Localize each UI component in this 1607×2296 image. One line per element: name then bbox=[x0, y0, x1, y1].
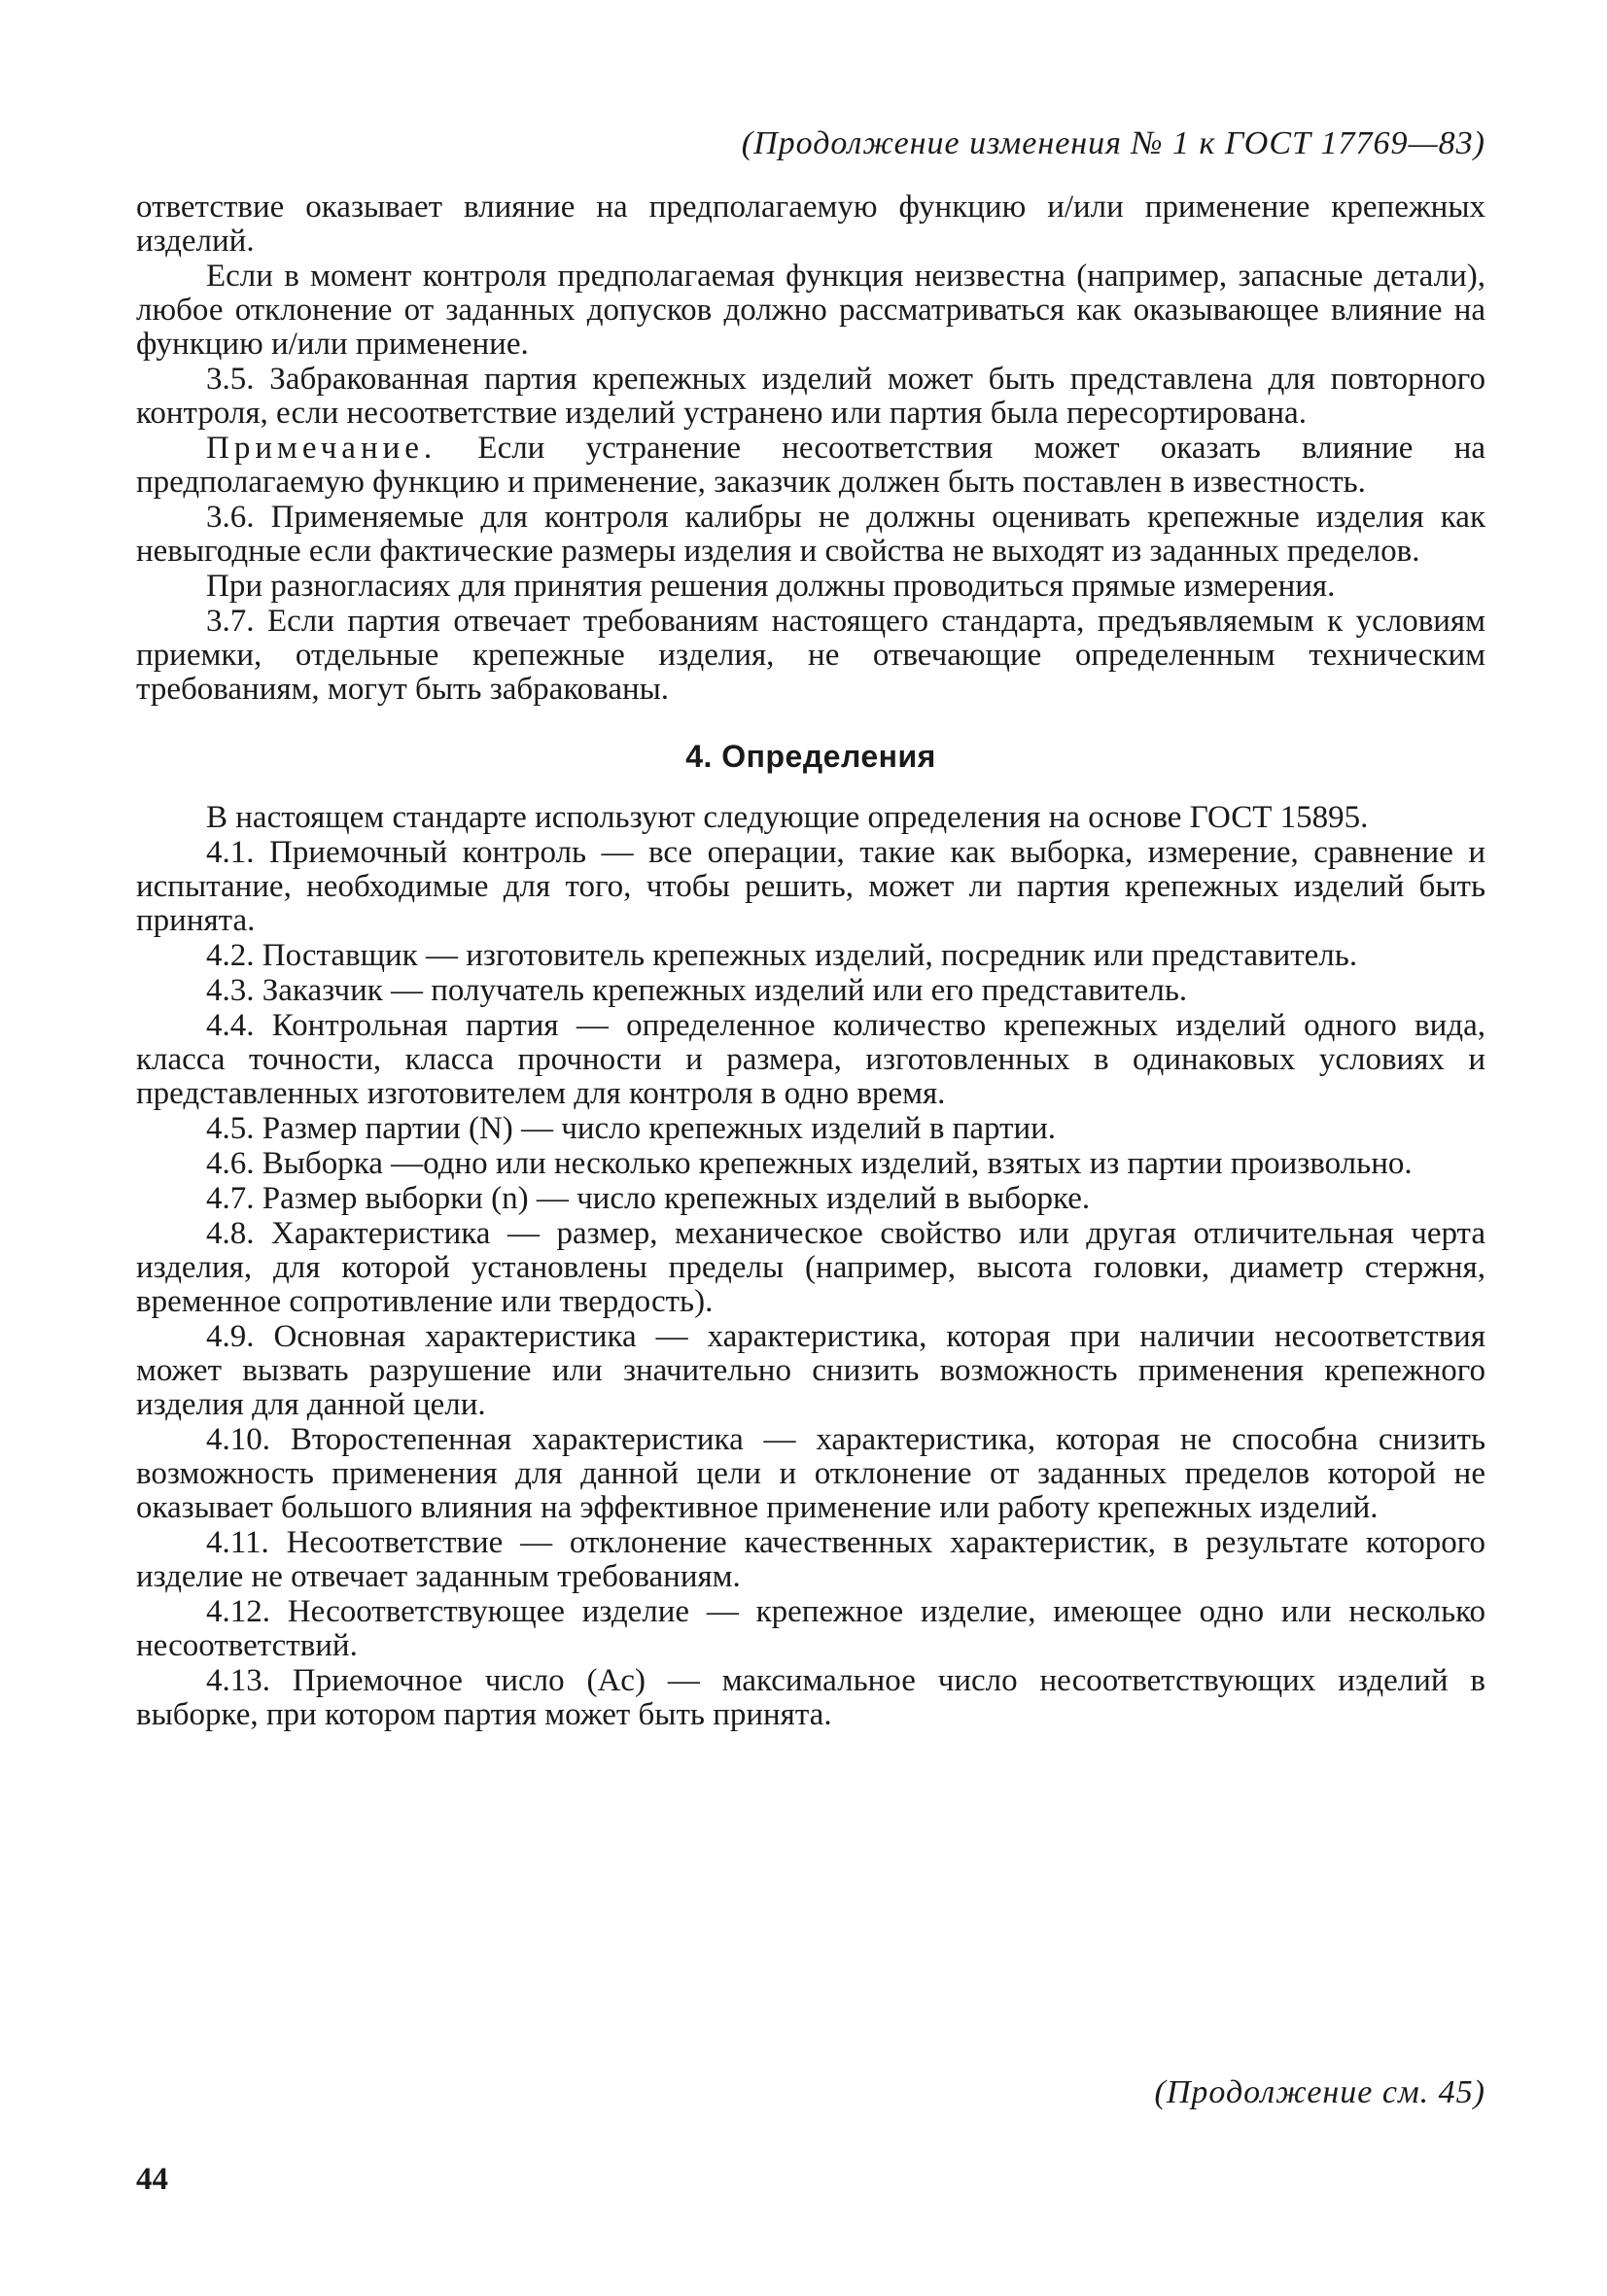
definition-item: 4.4. Контрольная партия — определенное количество крепежных изделий одного вида, класса точности, класса прочности и размера, изготовленных в одинаковых условиях и представленных изготовителем для контроля в одно время. bbox=[136, 1008, 1485, 1111]
definition-item: 4.10. Второстепенная характеристика — характеристика, которая не способна снизить возможность применения для данной цели и отклонение от заданных пределов которой не оказывает большого влияния на эффективное применение или работу крепежных изделий. bbox=[136, 1422, 1485, 1525]
paragraph: В настоящем стандарте используют следующие определения на основе ГОСТ 15895. bbox=[206, 800, 1369, 835]
paragraph: 3.7. Если партия отвечает требованиям настоящего стандарта, предъявляемым к условиям приемки, отдельные крепежные изделия, не отвечающие определенным техническим требованиям, могут быть забракованы. bbox=[136, 604, 1485, 707]
definition-item: 4.2. Поставщик — изготовитель крепежных изделий, посредник или представитель. bbox=[206, 938, 1358, 973]
running-header: (Продолжение изменения № 1 к ГОСТ 17769—83) bbox=[741, 125, 1485, 161]
note-text: Если устранение несоответствия может оказать влияние на предполагаемую функцию и применение, заказчик должен быть поставлен в известность. bbox=[136, 431, 1485, 500]
definition-item: 4.6. Выборка —одно или несколько крепежных изделий, взятых из партии произвольно. bbox=[206, 1146, 1413, 1181]
note-paragraph bbox=[136, 432, 1485, 500]
paragraph: 3.5. Забракованная партия крепежных изделий может быть представлена для повторного контроля, если несоответствие изделий устранено или партия была пересортирована. bbox=[136, 362, 1485, 431]
paragraph: Если в момент контроля предполагаемая функция неизвестна (например, запасные детали), любое отклонение от заданных допусков должно рассматриваться как оказывающее влияние на функцию и/или применение. bbox=[136, 259, 1485, 362]
continuation-note: (Продолжение см. 45) bbox=[1154, 2074, 1485, 2110]
definition-item: 4.8. Характеристика — размер, механическое свойство или другая отличительная черта изделия, для которой установлены пределы (например, высота головки, диаметр стержня, временное сопротивление или твердость). bbox=[136, 1216, 1485, 1319]
definition-item: 4.5. Размер партии (N) — число крепежных изделий в партии. bbox=[206, 1111, 1057, 1146]
definition-item: 4.3. Заказчик — получатель крепежных изделий или его представитель. bbox=[206, 973, 1188, 1008]
definition-item: 4.7. Размер выборки (n) — число крепежных изделий в выборке. bbox=[206, 1181, 1091, 1216]
note-label: Примечание. bbox=[206, 431, 437, 466]
definition-item: 4.1. Приемочный контроль — все операции, такие как выборка, измерение, сравнение и испытание, необходимые для того, чтобы решить, может ли партия крепежных изделий быть принята. bbox=[136, 835, 1485, 938]
paragraph: ответствие оказывает влияние на предполагаемую функцию и/или применение крепежных изделий. bbox=[136, 190, 1485, 259]
section-title: 4. Определения bbox=[685, 739, 936, 774]
definition-item: 4.11. Несоответствие — отклонение качественных характеристик, в результате которого изделие не отвечает заданным требованиям. bbox=[136, 1525, 1485, 1594]
definition-item: 4.12. Несоответствующее изделие — крепежное изделие, имеющее одно или несколько несоответствий. bbox=[136, 1594, 1485, 1663]
page-number: 44 bbox=[136, 2162, 168, 2197]
body-text bbox=[136, 191, 1485, 1733]
paragraph: 3.6. Применяемые для контроля калибры не должны оценивать крепежные изделия как невыгодные если фактические размеры изделия и свойства не выходят из заданных пределов. bbox=[136, 500, 1485, 569]
definition-item: 4.13. Приемочное число (Ac) — максимальное число несоответствующих изделий в выборке, при котором партия может быть принята. bbox=[136, 1663, 1485, 1732]
definition-item: 4.9. Основная характеристика — характеристика, которая при наличии несоответствия может вызвать разрушение или значительно снизить возможность применения крепежного изделия для данной цели. bbox=[136, 1319, 1485, 1422]
paragraph: При разногласиях для принятия решения должны проводиться прямые измерения. bbox=[206, 569, 1336, 604]
